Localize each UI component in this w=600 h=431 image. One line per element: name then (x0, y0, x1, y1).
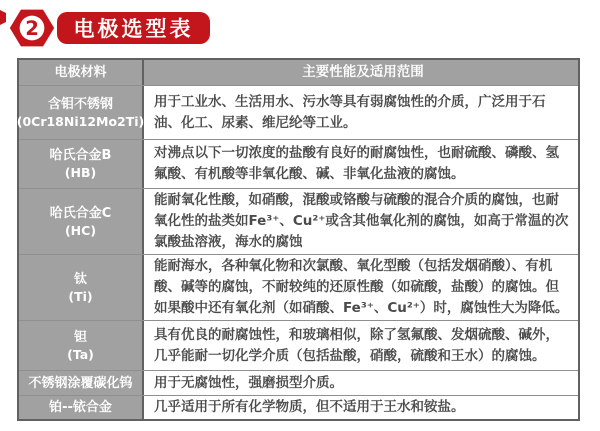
description-text: 对沸点以下一切浓度的盐酸有良好的耐腐蚀性，也耐硫酸、磷酸、氢氟酸、有机酸等非氧化酸、碱、非氧化盐液的腐蚀。 (154, 145, 559, 182)
header-performance-label: 主要性能及适用范围 (302, 64, 424, 80)
table-row (16, 85, 578, 139)
description-cell (144, 86, 578, 139)
material-name: 不锈钢涂覆碳化钨 (28, 375, 133, 391)
header-cell-performance (144, 60, 578, 85)
table-row (19, 254, 578, 320)
material-code: (Ti) (68, 288, 93, 304)
description-cell (144, 189, 578, 254)
description-text: 具有优良的耐腐蚀性，和玻璃相似，除了氢氟酸、发烟硫酸、碱外，几乎能耐一切化学介质（包括盐酸，硝酸，硫酸和王水）的腐蚀。 (154, 326, 559, 364)
material-name: 钽 (73, 329, 87, 345)
table-row (19, 370, 578, 395)
material-code: (HC) (64, 222, 97, 238)
badge-hexagon-icon (9, 7, 55, 49)
header-cell-material (19, 60, 144, 85)
material-code: (HB) (64, 165, 97, 180)
material-cell (19, 396, 144, 419)
material-code: (0Cr18Ni12Mo2Ti) (16, 113, 145, 129)
material-name: 含钼不锈钢 (47, 96, 113, 112)
description-text: 能耐氧化性酸，如硝酸，混酸或铬酸与硫酸的混合介质的腐蚀，也耐氧化性的盐类如Fe³⁺、Cu²⁺或含其他氧化剂的腐蚀，如高于常温的次氯酸盐溶液，海水的腐蚀 (154, 192, 569, 250)
table-row (19, 395, 578, 419)
material-code: (Ta) (67, 346, 94, 362)
description-cell (144, 255, 578, 320)
table-row (19, 139, 578, 188)
material-cell (19, 140, 144, 188)
description-cell (144, 371, 578, 395)
description-text: 用于无腐蚀性，强磨损型介质。 (154, 374, 343, 391)
description-cell (144, 140, 578, 188)
description-text: 几乎适用于所有化学物质，但不适用于王水和铵盐。 (154, 399, 465, 415)
page-title-pill (57, 12, 210, 44)
material-cell (19, 321, 144, 370)
electrode-selection-table (17, 58, 580, 421)
description-cell (144, 396, 578, 419)
material-name: 钛 (73, 271, 87, 287)
table-header-row (19, 60, 578, 85)
page-title: 电极选型表 (73, 17, 194, 41)
header-material-label: 电极材料 (54, 65, 107, 80)
ribbon-corner-shape (0, 10, 6, 25)
badge-number: 2 (25, 16, 39, 40)
description-text: 用于工业水、生活用水、污水等具有弱腐蚀性的介质，广泛用于石油、化工、尿素、维尼纶等工业。 (154, 93, 546, 131)
material-cell (19, 255, 144, 320)
table-row (19, 188, 578, 254)
material-name: 哈氏合金B (49, 148, 112, 163)
description-text: 能耐海水，各种氧化物和次氯酸、氧化型酸（包括发烟硝酸）、有机酸、碱等的腐蚀，不耐较纯的还原性酸（如硫酸，盐酸）的腐蚀。但如果酸中还有氧化剂（如硝酸、Fe³⁺、Cu²⁺）时，腐蚀性大为降低。 (154, 258, 569, 316)
table-row (19, 320, 578, 370)
material-cell (19, 371, 144, 395)
description-cell (144, 321, 578, 370)
material-name: 哈氏合金C (49, 205, 112, 221)
material-cell (16, 86, 145, 139)
material-name: 铂--铱合金 (49, 400, 112, 415)
material-cell (19, 189, 144, 254)
title-area (0, 0, 600, 58)
